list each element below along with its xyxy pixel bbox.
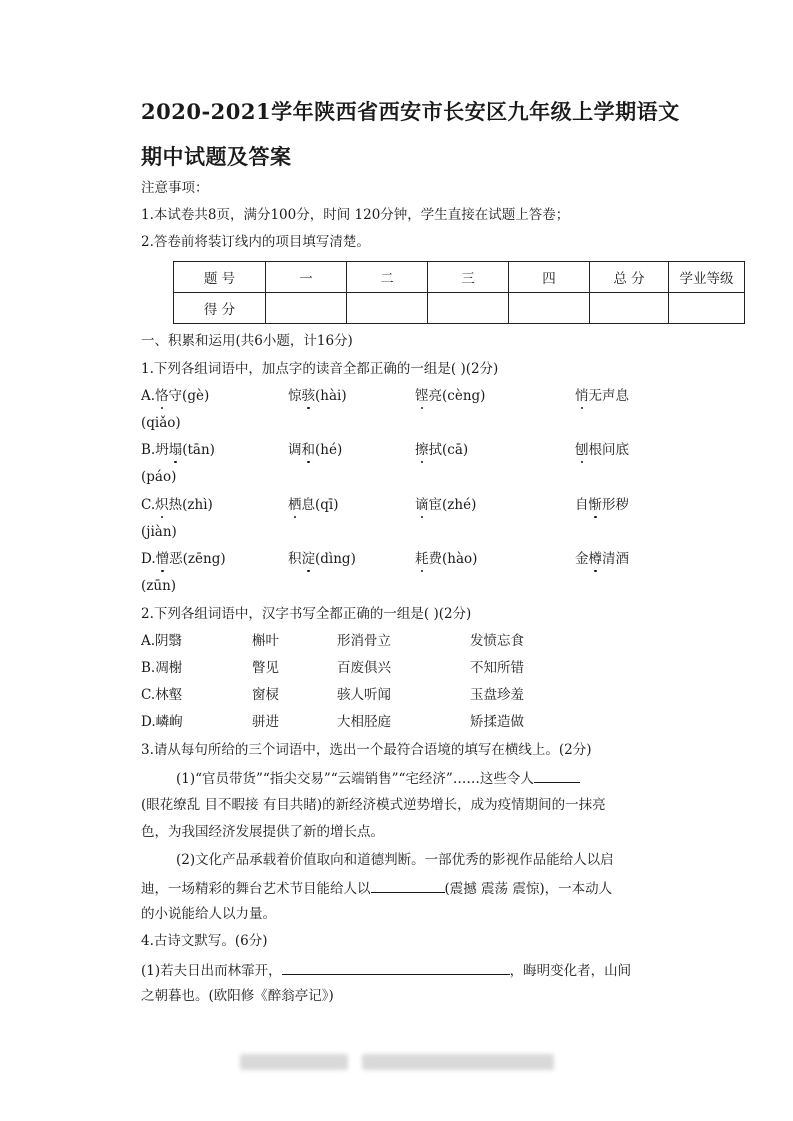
score-header-cell: 学业等级 bbox=[669, 262, 745, 293]
score-input-cell[interactable] bbox=[669, 293, 745, 324]
q2-option-row bbox=[141, 659, 661, 677]
score-input-cell[interactable] bbox=[428, 293, 509, 324]
score-table bbox=[173, 261, 745, 324]
dotted-char: 刨 bbox=[575, 442, 589, 458]
q1-option-b: B.坍塌(tān) 调和(hé) 擦拭(cā) 刨根问底 bbox=[141, 442, 629, 458]
q1-c-word-2: 栖息(qī) bbox=[288, 497, 339, 513]
dotted-char: 和 bbox=[301, 442, 315, 458]
notice-item-1: 1.本试卷共8页，满分100分，时间 120分钟，学生直接在试题上答卷； bbox=[141, 207, 570, 223]
q1-c-word-3: 谪宦(zhé) bbox=[415, 497, 477, 513]
q4-line1: (1)若夫日出而林霏开， ，晦明变化者，山间 bbox=[141, 960, 631, 980]
q3-part1-line1: (1)“官员带货”“指尖交易”“云端销售”“宅经济”……这些令人 bbox=[176, 768, 580, 788]
dotted-char: 憎 bbox=[155, 551, 170, 567]
q1-b-word-3: 擦拭(cā) bbox=[415, 442, 469, 458]
q1-d-pinyin: (zūn) bbox=[141, 578, 177, 594]
q1-option-a: A.恪守(gè) 惊骇(hài) 铿亮(cèng) 悄无声息 bbox=[141, 388, 629, 404]
dotted-char: 淀 bbox=[301, 551, 315, 567]
q2-word: 矫揉造做 bbox=[470, 714, 524, 730]
q2-word: 大相胫庭 bbox=[337, 714, 391, 730]
blurred-footer bbox=[240, 1054, 348, 1070]
dotted-char: 骇 bbox=[301, 388, 315, 404]
blurred-footer bbox=[362, 1054, 554, 1070]
q2-word: 骈进 bbox=[252, 714, 279, 730]
score-table-header-row bbox=[174, 262, 745, 293]
q2-word: 槲叶 bbox=[252, 633, 279, 649]
score-input-cell[interactable] bbox=[509, 293, 590, 324]
dotted-char: 铿 bbox=[415, 388, 429, 404]
score-header-cell: 总 分 bbox=[590, 262, 669, 293]
q3-part2-line3: 的小说能给人以力量。 bbox=[141, 906, 276, 922]
q3-part2-line1: (2)文化产品承载着价值取向和道德判断。一部优秀的影视作品能给人以启 bbox=[176, 852, 614, 868]
section1-heading: 一、积累和运用(共6小题，计16分) bbox=[141, 333, 353, 349]
dotted-char: 谪 bbox=[415, 497, 429, 513]
dotted-char: 塌 bbox=[168, 442, 183, 458]
score-header-cell: 题 号 bbox=[174, 262, 266, 293]
q1-option-d: D.憎恶(zēng) 积淀(dìng) 耗费(hào) 金樽清酒 bbox=[141, 551, 629, 567]
q1-a-word-4: 悄无声息 bbox=[575, 388, 629, 404]
score-header-cell: 四 bbox=[509, 262, 590, 293]
dotted-char: 耗 bbox=[415, 551, 429, 567]
q3-part1-line2: (眼花缭乱 目不暇接 有目共睹)的新经济模式逆势增长，成为疫情期间的一抹亮 bbox=[141, 797, 606, 813]
q1-d-word-2: 积淀(dìng) bbox=[288, 551, 356, 567]
q1-c-word-4: 自惭形秽 bbox=[575, 497, 629, 513]
q2-word: 玉盘珍羞 bbox=[470, 687, 524, 703]
q2-word: A.阴翳 bbox=[141, 633, 183, 649]
q2-word: 不知所错 bbox=[470, 660, 524, 676]
q4-stem: 4.古诗文默写。(6分) bbox=[141, 933, 268, 949]
q1-d-word-3: 耗费(hào) bbox=[415, 551, 478, 567]
answer-blank[interactable] bbox=[371, 878, 445, 893]
notice-item-2: 2.答卷前将装订线内的项目填写清楚。 bbox=[141, 234, 370, 250]
q2-option-row bbox=[141, 632, 661, 650]
q2-word: 窗棂 bbox=[252, 687, 279, 703]
score-row-label: 得 分 bbox=[174, 293, 266, 324]
dotted-char: 惭 bbox=[588, 497, 602, 513]
score-table-score-row bbox=[174, 293, 745, 324]
q1-a-word-2: 惊骇(hài) bbox=[288, 388, 347, 404]
q2-word: B.凋榭 bbox=[141, 660, 183, 676]
option-label: D. bbox=[141, 551, 156, 567]
q2-word: D.嶙峋 bbox=[141, 714, 183, 730]
answer-blank[interactable] bbox=[534, 768, 580, 783]
q2-word: C.林壑 bbox=[141, 687, 183, 703]
score-input-cell[interactable] bbox=[590, 293, 669, 324]
score-input-cell[interactable] bbox=[347, 293, 428, 324]
option-label: A. bbox=[141, 388, 156, 404]
document-title-line1: 2020-2021学年陕西省西安市长安区九年级上学期语文 bbox=[141, 99, 680, 124]
dotted-char: 悄 bbox=[575, 388, 589, 404]
q1-b-word-4: 刨根问底 bbox=[575, 442, 629, 458]
document-title-line2: 期中试题及答案 bbox=[141, 144, 292, 169]
q1-a-pinyin: (qiǎo) bbox=[141, 415, 181, 431]
q2-word: 百废俱兴 bbox=[337, 660, 391, 676]
score-header-cell: 三 bbox=[428, 262, 509, 293]
q2-stem: 2.下列各组词语中，汉字书写全都正确的一组是( )(2分) bbox=[141, 606, 472, 622]
q3-stem: 3.请从每句所给的三个词语中，选出一个最符合语境的填写在横线上。(2分) bbox=[141, 742, 592, 758]
q2-word: 瞥见 bbox=[252, 660, 279, 676]
q1-stem: 1.下列各组词语中，加点字的读音全都正确的一组是( )(2分) bbox=[141, 361, 499, 377]
q2-option-row bbox=[141, 686, 661, 704]
notice-header: 注意事项： bbox=[141, 180, 209, 196]
q1-c-pinyin: (jiàn) bbox=[141, 524, 177, 540]
answer-blank[interactable] bbox=[282, 960, 510, 975]
dotted-char: 擦 bbox=[415, 442, 429, 458]
q2-word: 发愤忘食 bbox=[470, 633, 524, 649]
option-label: C. bbox=[141, 497, 156, 513]
option-label: B. bbox=[141, 442, 156, 458]
q2-option-row bbox=[141, 713, 661, 731]
q1-d-word-4: 金樽清酒 bbox=[575, 551, 629, 567]
q3-part2-line2: 迪，一场精彩的舞台艺术节目能给人以 (震撼 震荡 震惊)，一本动人 bbox=[141, 878, 612, 898]
q2-word: 骇人听闻 bbox=[337, 687, 391, 703]
q1-b-word-2: 调和(hé) bbox=[288, 442, 343, 458]
dotted-char: 炽 bbox=[155, 497, 169, 513]
score-input-cell[interactable] bbox=[266, 293, 347, 324]
q1-option-c: C.炽热(zhì) 栖息(qī) 谪宦(zhé) 自惭形秽 bbox=[141, 497, 629, 513]
q1-a-word-3: 铿亮(cèng) bbox=[415, 388, 486, 404]
score-header-cell: 一 bbox=[266, 262, 347, 293]
dotted-char: 恪 bbox=[155, 388, 169, 404]
dotted-char: 栖 bbox=[288, 497, 302, 513]
q1-b-pinyin: (páo) bbox=[141, 469, 177, 485]
q2-word: 形消骨立 bbox=[337, 633, 391, 649]
score-header-cell: 二 bbox=[347, 262, 428, 293]
dotted-char: 樽 bbox=[588, 551, 602, 567]
q4-line2: 之朝暮也。(欧阳修《醉翁亭记》) bbox=[141, 988, 334, 1004]
q3-part1-line3: 色，为我国经济发展提供了新的增长点。 bbox=[141, 824, 384, 840]
